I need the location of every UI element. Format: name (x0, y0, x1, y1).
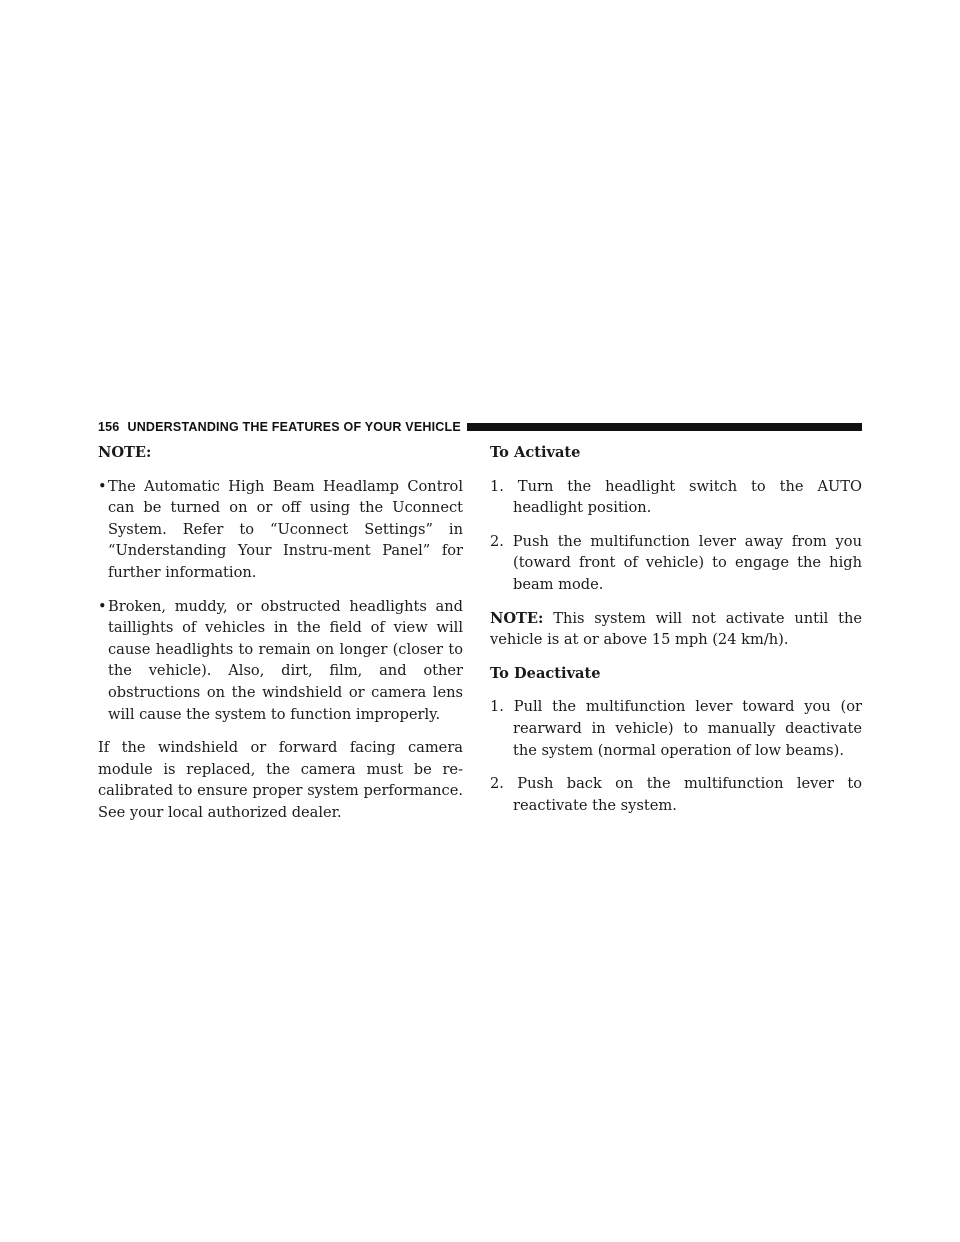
header-rule (467, 423, 862, 431)
list-item: 1. Pull the multifunction lever toward you (or rearward in vehicle) to manually deactivate the system (normal operation of low beams). (490, 698, 862, 759)
bullet-text: Broken, muddy, or obstructed headlights and taillights of vehicles in the field of view will cause headlights to remain on longer (closer to the vehicle). Also, dirt, film, and other obstructions on the windshield or camera lens will cause the system to function improperly. (108, 597, 463, 723)
left-column (98, 442, 463, 836)
list-item (98, 476, 463, 584)
speed-note (490, 608, 862, 651)
right-column (490, 442, 862, 828)
list-item (98, 596, 463, 726)
note-label: NOTE: (98, 444, 152, 461)
bullet-text: The Automatic High Beam Headlamp Control can be turned on or off using the Uconnect System. Refer to “Uconnect Settings” in “Understanding Your Instru-ment Panel” for further information. (108, 477, 463, 581)
bullet-icon: • (98, 597, 107, 615)
list-item: 1. Turn the headlight switch to the AUTO headlight position. (490, 477, 862, 517)
note-label: NOTE: (490, 609, 544, 627)
deactivate-heading: To Deactivate (490, 664, 601, 682)
activate-heading: To Activate (490, 444, 581, 461)
note-text: This system will not activate until the vehicle is at or above 15 mph (24 km/h). (490, 609, 862, 649)
bullet-icon: • (98, 477, 107, 495)
section-title: UNDERSTANDING THE FEATURES OF YOUR VEHICLE (127, 420, 461, 434)
recalibration-paragraph: If the windshield or forward facing camera module is replaced, the camera must be re-calibrated to ensure proper system performance. See your local authorized dealer. (98, 739, 463, 821)
list-item: 2. Push back on the multifunction lever to reactivate the system. (490, 775, 862, 814)
page-header (98, 418, 862, 436)
list-item: 2. Push the multifunction lever away from you (toward front of vehicle) to engage the high beam mode. (490, 532, 862, 593)
page-number: 156 (98, 420, 120, 434)
